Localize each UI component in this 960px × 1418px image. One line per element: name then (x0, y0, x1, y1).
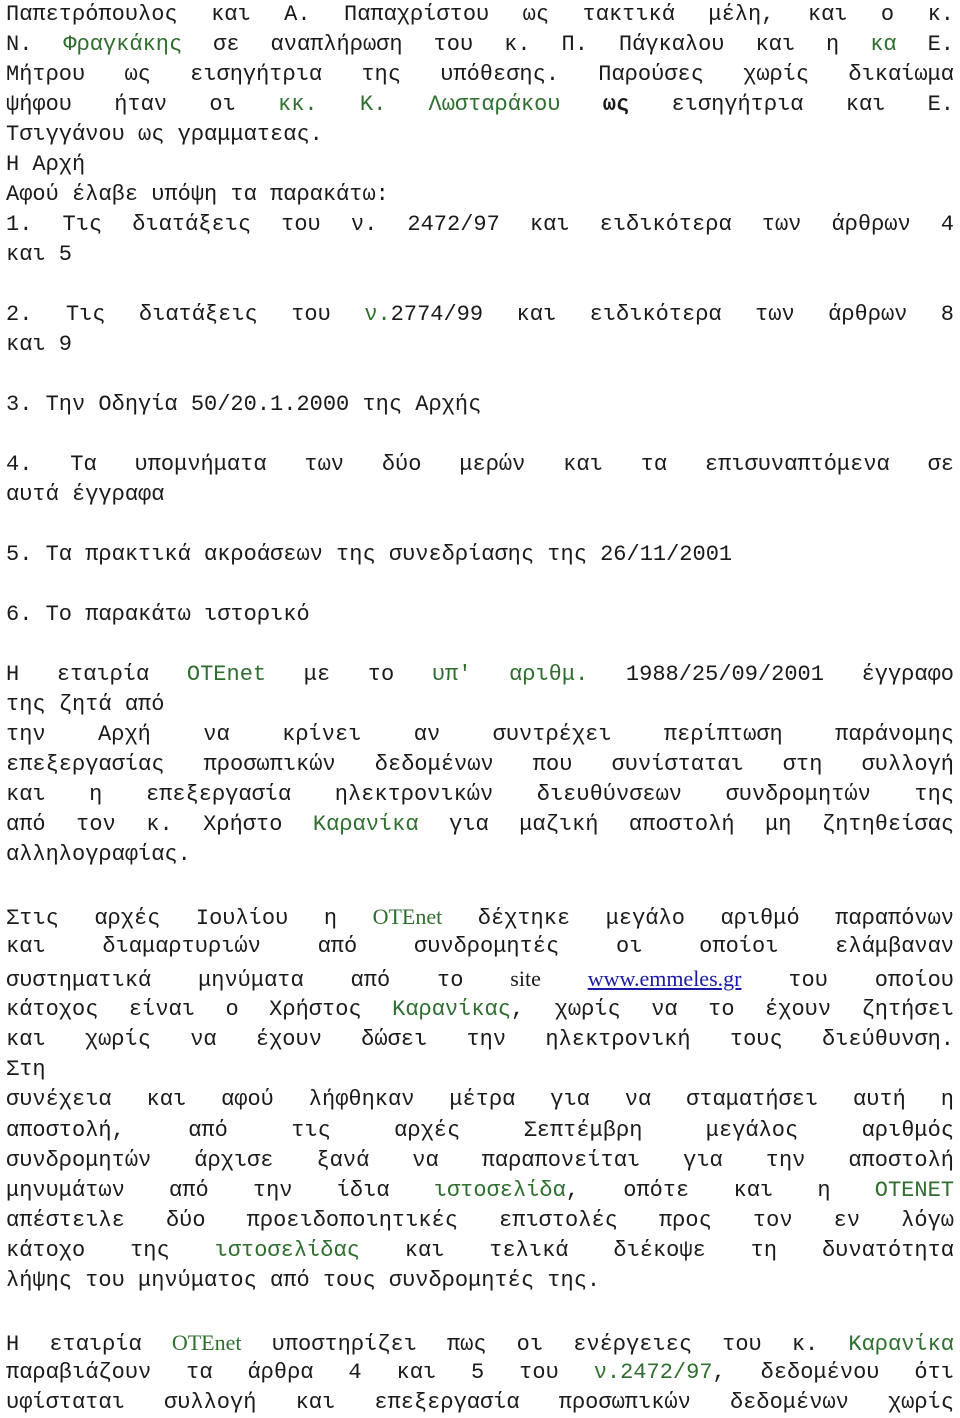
text-line: υφίσταται συλλογή και επεξεργασία προσωπικών δεδομένων χωρίς (6, 1390, 954, 1415)
text-line: λήψης του μηνύματος από τους συνδρομητές της. (6, 1268, 601, 1293)
list-item-1: 1. Τις διατάξεις του ν. 2472/97 και ειδικότερα των άρθρων 4 (6, 212, 954, 237)
text-line: συνδρομητών άρχισε ξανά να παραπονείται για την αποστολή (6, 1148, 954, 1173)
text-line: επεξεργασίας προσωπικών δεδομένων που συνίσταται στη συλλογή (6, 752, 954, 777)
text-line: αλληλογραφίας. (6, 842, 191, 867)
text-line: και χωρίς να έχουν δώσει την ηλεκτρονική τους διεύθυνση. (6, 1027, 954, 1052)
text-line: μηνυμάτων από την ίδια ιστοσελίδα, οπότε και η OTENET (6, 1178, 954, 1203)
text-line: Παπετρόπουλος και Α. Παπαχρίστου ως τακτικά μέλη, και ο κ. (6, 2, 954, 27)
list-item-3: 3. Την Οδηγία 50/20.1.2000 της Αρχής (6, 392, 482, 417)
list-item-5: 5. Τα πρακτικά ακροάσεων της συνεδρίασης της 26/11/2001 (6, 542, 733, 567)
text-line: συστηματικά μηνύματα από το site www.emmeles.gr του οποίου (6, 966, 954, 993)
text-line: συνέχεια και αφού λήφθηκαν μέτρα για να σταματήσει αυτή η (6, 1087, 954, 1112)
heading-arxi: Η Αρχή (6, 152, 86, 177)
text-line: παραβιάζουν τα άρθρα 4 και 5 του ν.2472/97, δεδομένου ότι (6, 1360, 954, 1385)
text-line: Στις αρχές Ιουλίου η OTEnet δέχτηκε μεγάλο αριθμό παραπόνων (6, 904, 954, 931)
text-line: και διαμαρτυριών από συνδρομητές οι οποίοι ελάμβαναν (6, 934, 954, 959)
text-line: της ζητά από (6, 692, 165, 717)
list-item-6: 6. Το παρακάτω ιστορικό (6, 602, 310, 627)
text-line: Η εταιρία OTEnet με το υπ' αριθμ. 1988/25/09/2001 έγγραφο (6, 662, 954, 687)
text-line: Ν. Φραγκάκης σε αναπλήρωση του κ. Π. Πάγκαλου και η κα Ε. (6, 32, 954, 57)
list-item-2: 2. Τις διατάξεις του ν.2774/99 και ειδικότερα των άρθρων 8 (6, 302, 955, 327)
emmeles-link[interactable]: www.emmeles.gr (587, 966, 742, 991)
text-line: από τον κ. Χρήστο Καρανίκα για μαζική αποστολή μη ζητηθείσας (6, 812, 955, 837)
list-item-1-cont: και 5 (6, 242, 73, 267)
text-line: Αφού έλαβε υπόψη τα παρακάτω: (6, 182, 389, 207)
text-line: Στη (6, 1057, 46, 1082)
text-line: την Αρχή να κρίνει αν συντρέχει περίπτωση παράνομης (6, 722, 954, 747)
text-line: απέστειλε δύο προειδοποιητικές επιστολές προς τον εν λόγω (6, 1208, 954, 1233)
text-line: και η επεξεργασία ηλεκτρονικών διευθύνσεων συνδρομητών της (6, 782, 954, 807)
list-item-4-cont: αυτά έγγραφα (6, 482, 165, 507)
list-item-2-cont: και 9 (6, 332, 73, 357)
text-line: Τσιγγάνου ως γραμματεας. (6, 122, 323, 147)
text-line: κάτοχο της ιστοσελίδας και τελικά διέκοψε τη δυνατότητα (6, 1238, 955, 1263)
list-item-4: 4. Τα υπομνήματα των δύο μερών και τα επισυναπτόμενα σε (6, 452, 954, 477)
text-line: ψήφου ήταν οι κκ. Κ. Λωσταράκου ως εισηγήτρια και Ε. (6, 92, 955, 117)
text-line: Η εταιρία OTEnet υποστηρίζει πως οι ενέργειες του κ. Καρανίκα (6, 1330, 955, 1357)
text-line: αποστολή, από τις αρχές Σεπτέμβρη μεγάλος αριθμός (6, 1118, 954, 1143)
text-line: κάτοχος είναι ο Χρήστος Καρανίκας, χωρίς να το έχουν ζητήσει (6, 997, 954, 1022)
text-line: Μήτρου ως εισηγήτρια της υπόθεσης. Παρούσες χωρίς δικαίωμα (6, 62, 954, 87)
